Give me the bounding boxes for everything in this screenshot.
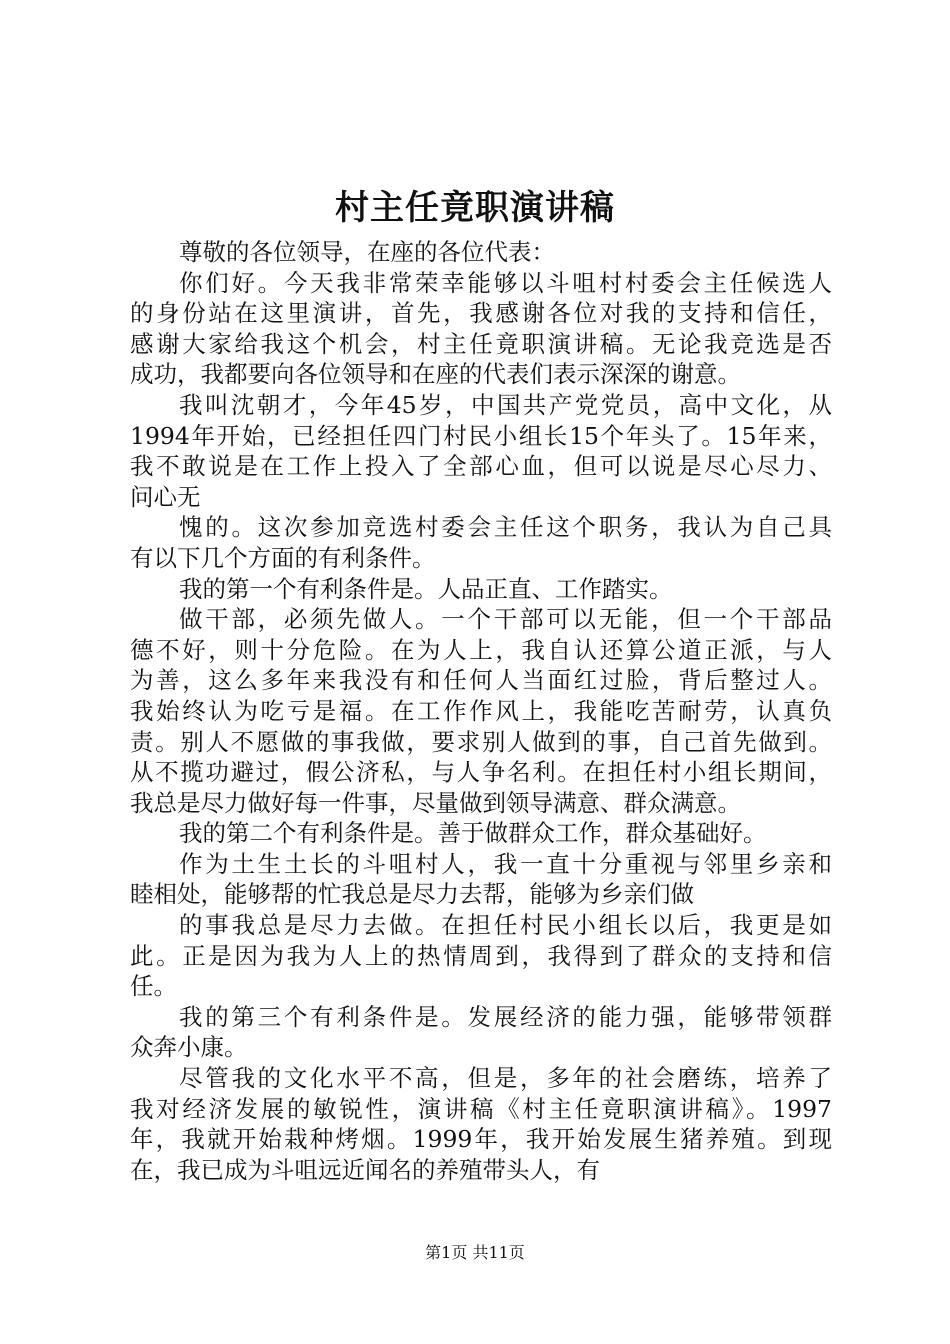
text-line: 感谢大家给我这个机会，村主任竟职演讲稿。无论我竞选是否 [130, 329, 832, 358]
text-line: 尊敬的各位领导，在座的各位代表： [179, 238, 555, 266]
text-line: 任。 [130, 972, 177, 1001]
text-line: 我的第一个有利条件是。人品正直、工作踏实。 [179, 574, 673, 603]
text-line: 的身份站在这里演讲，首先，我感谢各位对我的支持和信任， [130, 299, 832, 328]
text-line: 众奔小康。 [130, 1033, 248, 1062]
document-title: 村主任竟职演讲稿 [335, 188, 615, 228]
text-line: 在，我已成为斗咀远近闻名的养殖带头人，有 [130, 1155, 600, 1184]
text-line: 尽管我的文化水平不高，但是，多年的社会磨练，培养了 [179, 1064, 832, 1093]
text-line: 睦相处，能够帮的忙我总是尽力去帮，能够为乡亲们做 [130, 880, 694, 909]
text-line: 作为土生土长的斗咀村人，我一直十分重视与邻里乡亲和 [179, 849, 832, 878]
text-line: 我总是尽力做好每一件事，尽量做到领导满意、群众满意。 [130, 788, 741, 817]
text-line: 的事我总是尽力去做。在担任村民小组长以后，我更是如 [179, 911, 832, 940]
text-line: 为善，这么多年来我没有和任何人当面红过脸，背后整过人。 [130, 666, 832, 695]
text-line: 你们好。今天我非常荣幸能够以斗咀村村委会主任候选人 [179, 268, 832, 297]
text-line: 从不揽功避过，假公济私，与人争名利。在担任村小组长期间， [130, 758, 832, 787]
text-line: 我叫沈朝才，今年45岁，中国共产党党员，高中文化，从 [179, 390, 832, 419]
page-footer: 第1页 共11页 [425, 1243, 525, 1262]
text-line: 我的第三个有利条件是。发展经济的能力强，能够带领群 [179, 1002, 832, 1031]
text-line: 做干部，必须先做人。一个干部可以无能，但一个干部品 [179, 605, 832, 634]
text-line: 我对经济发展的敏锐性，演讲稿《村主任竟职演讲稿》。1997 [130, 1094, 832, 1123]
text-line: 有以下几个方面的有利条件。 [130, 543, 436, 572]
text-line: 此。正是因为我为人上的热情周到，我得到了群众的支持和信 [130, 941, 832, 970]
text-line: 成功，我都要向各位领导和在座的代表们表示深深的谢意。 [130, 360, 741, 389]
text-line: 责。别人不愿做的事我做，要求别人做到的事，自己首先做到。 [130, 727, 832, 756]
text-line: 德不好，则十分危险。在为人上，我自认还算公道正派，与人 [130, 635, 832, 664]
document-body [130, 237, 832, 1185]
text-line: 问心无 [130, 482, 201, 511]
text-line: 我不敢说是在工作上投入了全部心血，但可以说是尽心尽力、 [130, 452, 832, 481]
text-line: 我始终认为吃亏是福。在工作作风上，我能吃苦耐劳，认真负 [130, 696, 832, 725]
text-line: 年，我就开始栽种烤烟。1999年，我开始发展生猪养殖。到现 [130, 1125, 832, 1154]
text-line: 我的第二个有利条件是。善于做群众工作，群众基础好。 [179, 819, 767, 848]
text-line: 1994年开始，已经担任四门村民小组长15个年头了。15年来， [130, 421, 832, 450]
text-line: 愧的。这次参加竞选村委会主任这个职务，我认为自己具 [179, 513, 832, 542]
